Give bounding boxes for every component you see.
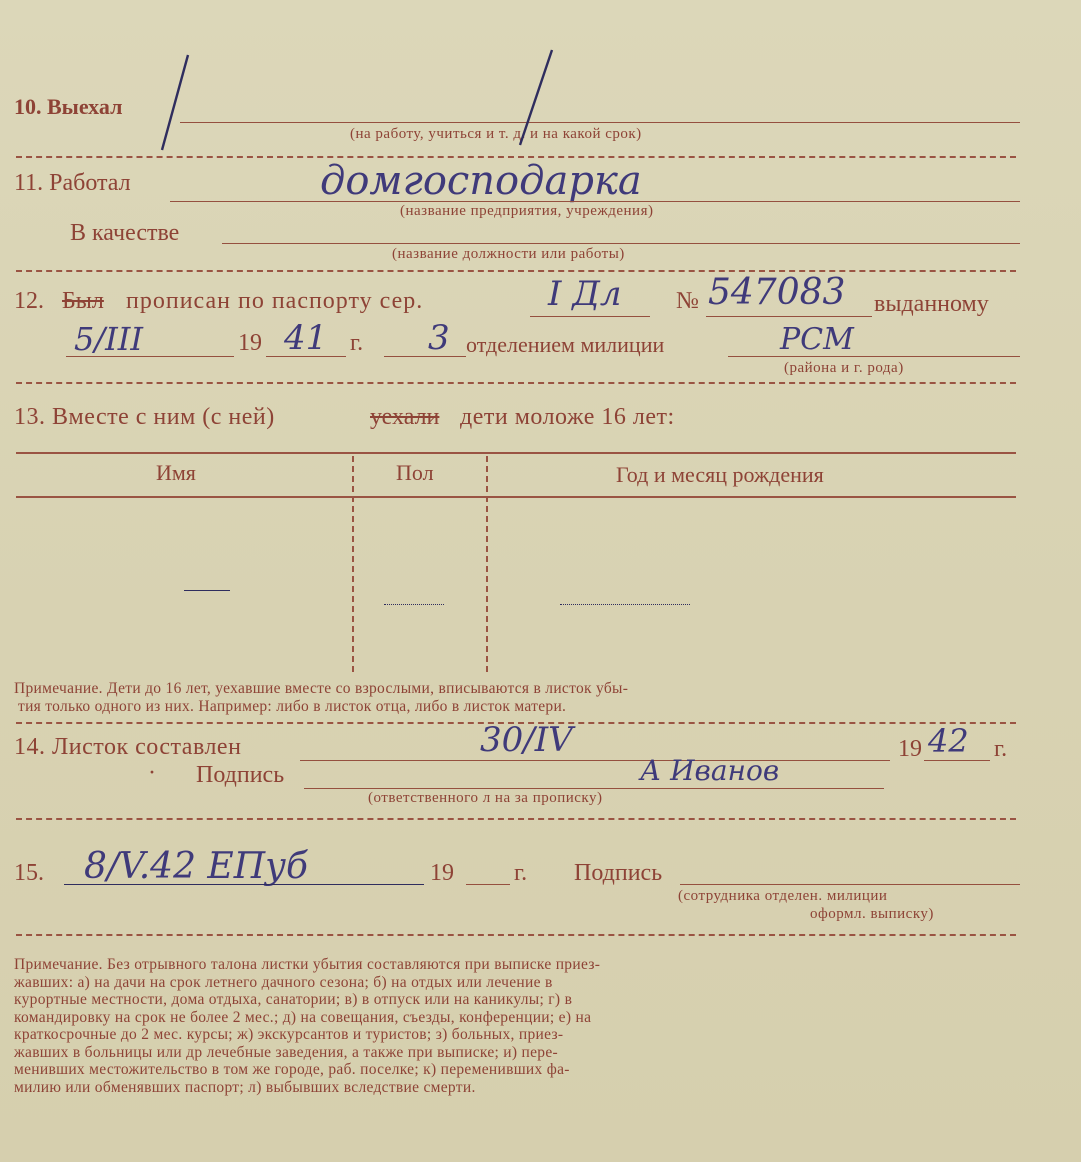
field-11-caption: (название предприятия, учреждения): [400, 203, 654, 219]
checkout-note-line: менивших местожительство в том же городе, раб. поселке; к) переменивших фа-: [14, 1061, 570, 1078]
children-table-empty-dash: [184, 590, 230, 591]
checkout-year-line: [466, 884, 510, 885]
issue-year-line: [266, 356, 346, 357]
divider: [16, 818, 1016, 820]
children-table-divider: [486, 456, 488, 672]
signature-label: Подпись: [196, 762, 285, 788]
compiled-year-suffix: г.: [994, 736, 1008, 762]
field-11-label: 11. Работал: [14, 170, 131, 196]
column-header-birth: Год и месяц рождения: [616, 462, 824, 487]
official-caption-line-1: (сотрудника отделен. милиции: [678, 888, 888, 904]
field-12-number: 12.: [14, 288, 44, 314]
position-label: В качестве: [70, 220, 180, 246]
signature-caption: (ответственного л на за прописку): [368, 790, 603, 806]
children-table-header-border: [16, 496, 1016, 498]
police-dept-label: отделением милиции: [466, 332, 665, 357]
checkout-note-line: жавших: а) на дачи на срок летнего дачного сезона; б) на отдых или лечение в: [14, 973, 553, 991]
issue-date: 5/III: [74, 320, 144, 358]
checkout-date: 8/V.42 ЕПуб: [84, 846, 308, 887]
city: РСМ: [780, 322, 854, 357]
children-table-divider: [352, 456, 354, 672]
divider: [16, 382, 1016, 384]
checkout-year-prefix: 19: [430, 860, 454, 886]
compiled-year-prefix: 19: [898, 736, 922, 762]
police-dept-line: [384, 356, 466, 357]
field-12-struck-word: Был: [62, 288, 104, 314]
issued-label: выданному: [874, 291, 989, 317]
children-table-top-border: [16, 452, 1016, 454]
children-note-line-2: тия только одного из них. Например: либо в листок отца, либо в листок матери.: [18, 698, 567, 715]
checkout-note-line: командировку на срок не более 2 мес.; д) на совещания, съезды, конференции; е) на: [14, 1008, 592, 1026]
passport-series: I Дл: [548, 274, 622, 314]
checkout-note-line: Примечание. Без отрывного талона листки убытия составляются при выписке приез-: [14, 956, 601, 973]
city-line: [728, 356, 1020, 357]
field-14-label: 14. Листок составлен: [14, 734, 242, 760]
issue-date-line: [66, 356, 234, 357]
field-13-label-end: дети моложе 16 лет:: [460, 404, 675, 430]
column-header-sex: Пол: [396, 460, 434, 485]
police-dept-number: 3: [428, 318, 450, 358]
issue-year-prefix: 19: [238, 330, 262, 356]
checkout-note-line: краткосрочные до 2 мес. курсы; ж) экскурсантов и туристов; з) больных, приез-: [14, 1026, 564, 1043]
divider: [16, 934, 1016, 936]
issue-year-suffix: г.: [350, 330, 364, 356]
children-note-line-1: Примечание. Дети до 16 лет, уехавшие вместе со взрослыми, вписываются в листок убы-: [14, 680, 629, 697]
field-15-label: 15.: [14, 860, 44, 886]
position-caption: (название должности или работы): [392, 246, 625, 262]
children-table-empty-dash: [384, 604, 444, 605]
checkout-note: [14, 956, 1024, 1096]
checkout-note-line: жавших в больницы или др лечебные заведения, а также при выписке; и) пере-: [14, 1043, 558, 1061]
official-signature-line: [680, 884, 1020, 885]
compiled-date: 30/IV: [480, 720, 573, 760]
field-11-value: домгосподарка: [320, 158, 642, 204]
field-13-label-start: 13. Вместе с ним (с ней): [14, 404, 275, 430]
field-10-strike-marks: [140, 45, 560, 155]
passport-number: 547083: [708, 272, 846, 313]
dot-mark: ·: [148, 760, 156, 786]
passport-series-line: [530, 316, 650, 317]
compiled-date-line: [300, 760, 890, 761]
checkout-note-line: курортные местности, дома отдыха, санатории; в) в отпуск или на каникулы; г) в: [14, 991, 573, 1008]
checkout-date-line: [64, 884, 424, 885]
field-11-line: [170, 201, 1020, 202]
city-caption: (района и г. рода): [784, 360, 904, 376]
field-10-label: 10. Выехал: [14, 94, 123, 119]
children-table-empty-dash: [560, 604, 690, 605]
position-line: [222, 243, 1020, 244]
issue-year: 41: [284, 318, 328, 358]
checkout-year-suffix: г.: [514, 860, 528, 886]
responsible-signature: А Иванов: [640, 754, 780, 787]
official-signature-label: Подпись: [574, 860, 663, 886]
divider: [16, 270, 1016, 272]
column-header-name: Имя: [156, 460, 196, 485]
checkout-note-line: милию или обменявших паспорт; л) выбывших вследствие смерти.: [14, 1078, 476, 1096]
compiled-year-line: [924, 760, 990, 761]
signature-line: [304, 788, 884, 789]
field-13-struck-word: уехали: [370, 404, 440, 430]
passport-number-line: [706, 316, 872, 317]
compiled-year: 42: [928, 722, 969, 760]
official-caption-line-2: оформл. выписку): [810, 906, 934, 922]
field-12-label: прописан по паспорту сер.: [126, 288, 424, 314]
field-10-caption: (на работу, учиться и т. д. и на какой срок): [350, 126, 642, 142]
passport-number-label: №: [676, 288, 699, 314]
